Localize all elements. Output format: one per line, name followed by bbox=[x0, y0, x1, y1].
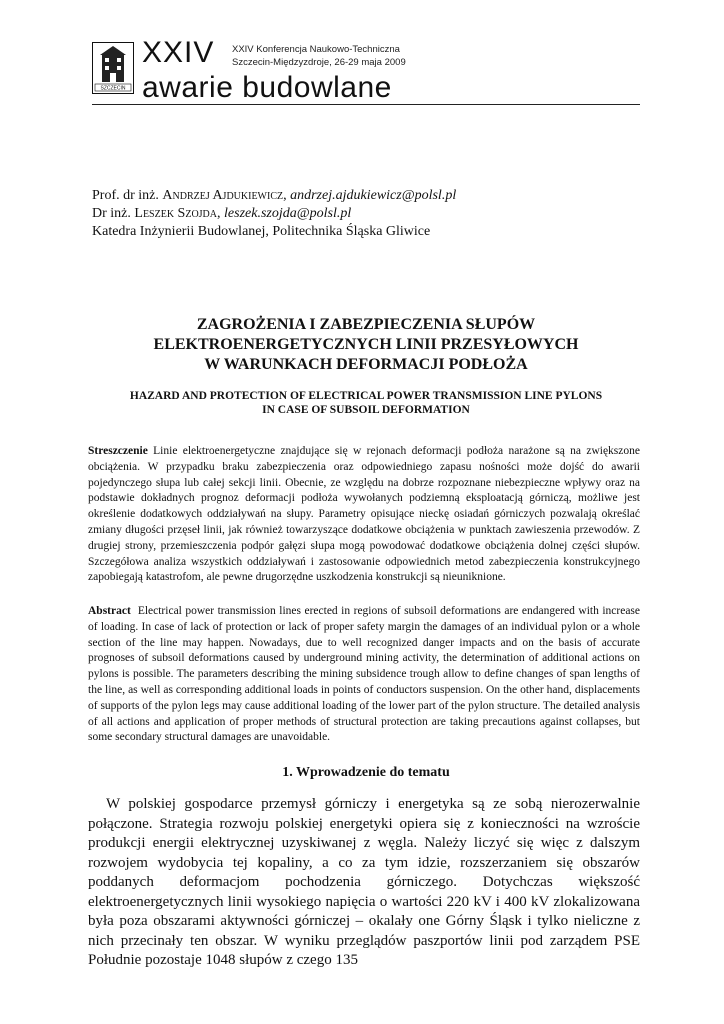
section-heading: 1. Wprowadzenie do tematu bbox=[282, 765, 450, 780]
conference-name: XXIV Konferencja Naukowo-Techniczna bbox=[232, 44, 400, 55]
conference-series-title: awarie budowlane bbox=[142, 71, 392, 104]
conference-info bbox=[232, 43, 406, 69]
author-2: Dr inż. Leszek Szojda, leszek.szojda@polsl.pl bbox=[92, 206, 352, 221]
author-2-name: Leszek Szojda bbox=[134, 206, 218, 221]
author-block bbox=[92, 187, 456, 241]
conference-logo bbox=[92, 42, 134, 94]
paper-title-polish: ZAGROŻENIA I ZABEZPIECZENIA SŁUPÓW ELEKTROENERGETYCZNYCH LINII PRZESYŁOWYCH W WARUNKACH DEFORMACJI PODŁOŻA bbox=[153, 316, 579, 373]
author-1: Prof. dr inż. Andrzej Ajdukiewicz, andrzej.ajdukiewicz@polsl.pl bbox=[92, 188, 457, 203]
affiliation: Katedra Inżynierii Budowlanej, Politechnika Śląska Gliwice bbox=[92, 224, 431, 239]
conference-number: XXIV bbox=[142, 36, 215, 69]
conference-place-date: Szczecin-Międzyzdroje, 26-29 maja 2009 bbox=[232, 57, 406, 68]
body-paragraph: W polskiej gospodarce przemysł górniczy i energetyka są ze sobą nierozerwalnie połączone. Strategia rozwoju polskiej energetyki opiera się z konieczności na wzroście produkcji energii elektrycznej uzyskiwanej z węgla. Należy liczyć się więc z dalszym rozwojem wydobycia tej kopaliny, a co za tym idzie, rozszerzaniem się obszarów poddanych deformacjom pochodzenia górniczego. Dotychczas większość elektroenergetycznych linii wysokiego napięcia o wartości 220 kV i 400 kV zlokalizowana była poza obszarami aktywności górniczej – okalały one Górny Śląsk i tylko nieliczne z nich przecinały ten obszar. W wyniku przeglądów paszportów linii pod zarządem PSE Południe pozostaje 1048 słupów z czego 135 bbox=[88, 796, 640, 968]
paper-title-english: HAZARD AND PROTECTION OF ELECTRICAL POWER TRANSMISSION LINE PYLONS IN CASE OF SUBSOIL DEFORMATION bbox=[129, 390, 603, 416]
abstract-polish bbox=[88, 444, 640, 586]
author-1-name: Andrzej Ajdukiewicz bbox=[162, 188, 284, 203]
header-rule bbox=[92, 104, 640, 105]
abstract-english-label: Abstract bbox=[88, 605, 131, 617]
abstract-polish-label: Streszczenie bbox=[88, 445, 148, 457]
author-2-email: leszek.szojda@polsl.pl bbox=[224, 206, 352, 221]
author-1-email: andrzej.ajdukiewicz@polsl.pl bbox=[290, 188, 457, 203]
abstract-english-text: Electrical power transmission lines erected in regions of subsoil deformations are endangered with increase of loading. In case of lack of protection or lack of proper safety margin the damages of an individual pylon or a whole section of the line may happen. Nowadays, due to well recognized danger impacts and on the basis of accurate prognoses of subsoil deformations caused by underground mining activity, the determination of additional actions on pylons is possible. The parameters describing the mining subsidence trough allow to define changes of span lengths of the line, as well as corresponding additional loads in points of conductors suspension. On the other hand, displacements of supports of the pylon legs may cause additional loading of the lower part of the pylon structure. The detailed analysis of all actions and application of proper methods of structural protection are taking precautions against collapses, but some secondary structural damages are unavoidable. bbox=[88, 605, 641, 744]
abstract-polish-text: Linie elektroenergetyczne znajdujące się w rejonach deformacji podłoża narażone są na zwiększone obciążenia. W przypadku braku zabezpieczenia oraz odpowiedniego zapasu nośności może dojść do awarii pojedynczego słupa lub całej sekcji linii. Obecnie, ze względu na dobrze rozpoznane niebezpieczne wpływy oraz na podstawie dokładnych prognoz deformacji podłoża wywołanych podziemną eksploatacją górniczą, możliwe jest określenie dodatkowych oddziaływań na słupy. Parametry opisujące nieckę osiadań górniczych pozwalają określać zmiany długości przęseł linii, jak również towarzyszące dodatkowe obciążenia w punktach zawieszenia przewodów. Z drugiej strony, przemieszczenia podpór gałęzi słupa mogą powodować dodatkowe obciążenia dolnej części słupów. Szczegółowa analiza wszystkich oddziaływań i zastosowanie odpowiednich metod zabezpieczenia konstrukcyjnego zapobiegają katastrofom, ale pewne drugorzędne uszkodzenia konstrukcji są nieuniknione. bbox=[88, 445, 640, 584]
logo-text: SZCZECIN bbox=[100, 85, 126, 92]
abstract-english bbox=[88, 604, 640, 746]
